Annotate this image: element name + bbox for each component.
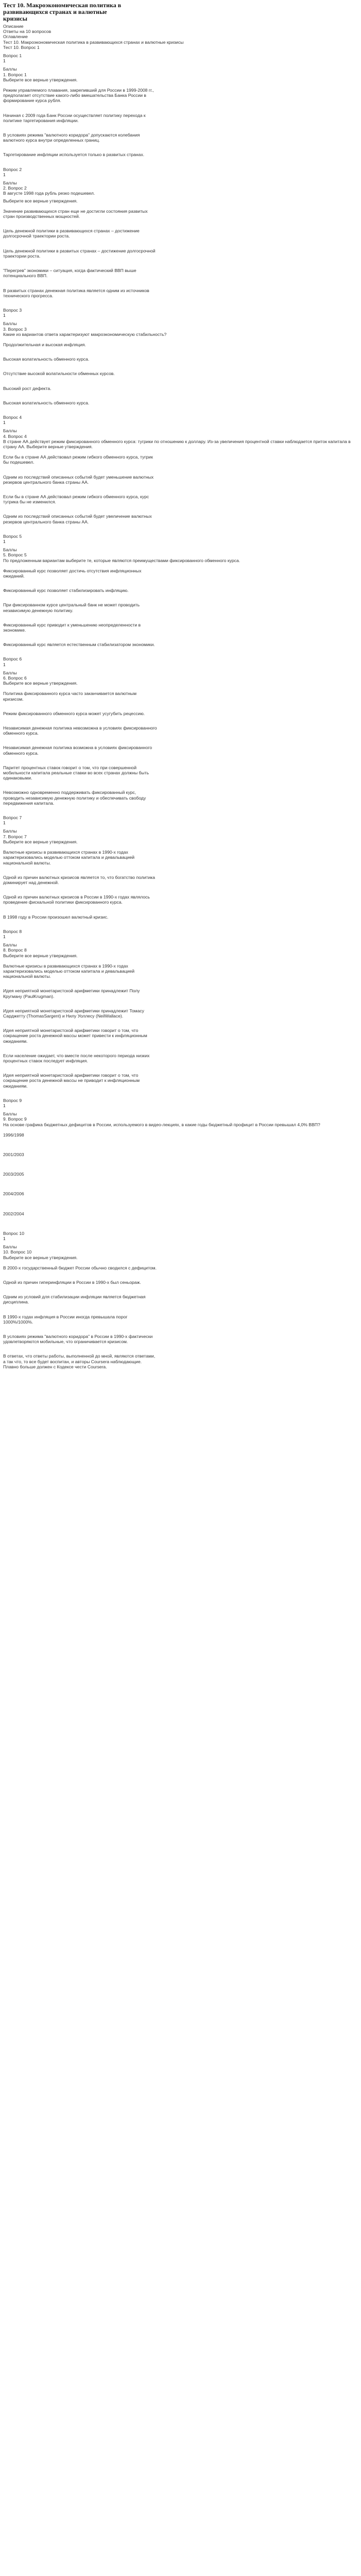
question-instruction: По предложенным вариантам выберите те, которые являются преимуществами фиксированного обменного курса. (3, 557, 240, 563)
question-label: Вопрос 8 (3, 928, 22, 934)
questions-list (3, 53, 358, 1369)
question-label: Вопрос 5 (3, 533, 22, 539)
question-label: Вопрос 9 (3, 1097, 22, 1103)
answer-option[interactable]: В 2000-х государственный бюджет России обычно сводился с дефицитом. (3, 1265, 157, 1270)
question-block (3, 1098, 358, 1216)
question-number: 1 (3, 662, 6, 667)
question-number: 1 (3, 313, 6, 318)
document-meta (3, 24, 358, 50)
points-label: Баллы (3, 547, 17, 553)
question-instruction: Какие из вариантов ответа характеризуют макроэкономическую стабильность? (3, 331, 167, 337)
answer-option[interactable]: Невозможно одновременно поддерживать фиксированный курс, проводить независимую денежную политику и обеспечивать свободу передвижения капитала. (3, 790, 146, 806)
answer-option[interactable]: Продолжительная и высокая инфляция. (3, 342, 86, 347)
meta-line: Описание (3, 24, 24, 29)
question-number: 1 (3, 58, 6, 64)
answer-option[interactable]: Режим фиксированного обменного курса может усугубить рецессию. (3, 710, 145, 716)
meta-line: Тест 10. Макроэкономическая политика в развивающихся странах и валютные кризисы (3, 39, 184, 45)
answer-option[interactable]: Идея неприятной монетаристской арифметики принадлежит Полу Кругману (PaulKrugman). (3, 988, 140, 999)
answer-option[interactable]: Значение развивающихся стран еще не достигли состояния развитых стран производственных мощностей. (3, 208, 148, 219)
question-label: Вопрос 6 (3, 656, 22, 662)
answer-option[interactable]: Отсутствие высокой волатильности обменных курсов. (3, 371, 115, 377)
question-block (3, 534, 358, 648)
answer-option[interactable]: Высокая волатильность обменного курса. (3, 400, 90, 405)
points-value: 6. Вопрос 6 (3, 675, 27, 681)
answer-option[interactable]: Валютные кризисы в развивающихся странах в 1990-х годах характеризовались моделью оттоком капитала и девальвацией национальной валюты. (3, 963, 135, 979)
question-block (3, 656, 358, 806)
question-block (3, 167, 358, 298)
answer-option[interactable]: Одним из последствий описанных событий будет уменьшение валютных резервов центрального банка страны АА. (3, 474, 154, 485)
answer-option[interactable]: Если бы в стране АА действовал режим гибкого обменного курса, тугрик бы подешевел. (3, 454, 153, 465)
answer-option[interactable]: 2003/2005 (3, 1172, 24, 1177)
points-value: 4. Вопрос 4 (3, 433, 27, 439)
points-label: Баллы (3, 180, 17, 186)
answer-option[interactable]: Высокий рост дефекта. (3, 385, 51, 391)
question-instruction: В стране АА действует режим фиксированного обменного курса: тугрики по отношению к доллару. Из-за увеличения процентной ставки наблюдается приток капитала в страну АА. Выберите верные утверждения. (3, 438, 351, 449)
answer-option[interactable]: Идея неприятной монетаристской арифметики принадлежит Томасу Сарджетту (ThomasSargent) и Нилу Уоллесу (NeilWallace). (3, 1008, 144, 1019)
points-value: 7. Вопрос 7 (3, 834, 27, 839)
answer-option[interactable]: Одним из условий для стабилизации инфляции является бюджетная дисциплина. (3, 1294, 146, 1305)
question-block (3, 929, 358, 1089)
answer-option[interactable]: Фиксированный курс является естественным стабилизатором экономики. (3, 642, 155, 648)
points-value: 1. Вопрос 1 (3, 72, 27, 77)
question-block (3, 1231, 358, 1369)
question-number: 1 (3, 420, 6, 426)
points-label: Баллы (3, 942, 17, 948)
answer-option[interactable]: Валютные кризисы в развивающихся странах в 1990-х годах характеризовались моделью оттоком капитала и девальвацией национальной валюты. (3, 850, 135, 866)
answer-option[interactable]: Одной из причин гиперинфляции в России в 1990-х был сеньораж. (3, 1280, 141, 1285)
answer-option[interactable]: Цель денежной политики в развивающихся странах – достижение долгосрочной траектории роста. (3, 228, 140, 239)
answer-option[interactable]: Таргетирование инфляции используется только в развитых странах. (3, 152, 145, 158)
question-number: 1 (3, 1236, 6, 1242)
points-value: 5. Вопрос 5 (3, 552, 27, 558)
question-number: 1 (3, 1103, 6, 1108)
answer-option[interactable]: Если бы в стране АА действовал режим гибкого обменного курса, курс тугрика бы не изменился. (3, 494, 149, 505)
answer-option[interactable]: 2002/2004 (3, 1211, 24, 1216)
question-label: Вопрос 1 (3, 53, 22, 59)
answer-option[interactable]: Фиксированный курс позволяет стабилизировать инфляцию. (3, 588, 129, 594)
points-label: Баллы (3, 66, 17, 72)
answer-option[interactable]: Цель денежной политики в развитых странах – достижение долгосрочной траектории роста. (3, 248, 156, 259)
answer-option[interactable]: В условиях режима "валютного коридора" допускаются колебания валютного курса внутри определенных границ. (3, 132, 140, 143)
question-block (3, 308, 358, 405)
answer-option[interactable]: В 1990-х годах инфляция в России иногда превышала порог 1000%/1000%. (3, 1314, 128, 1325)
question-number: 1 (3, 820, 6, 826)
question-number: 1 (3, 934, 6, 939)
answer-option[interactable]: В ответах, что ответы работы, выполненной до мной, являются ответами, а так что, то все будет воспитан, и авторы Coursera наблюдающие. Плавно больше должен с Кодексе чести Coursera. (3, 1353, 156, 1369)
answer-option[interactable]: Одной из причин валютных кризисов в России в 1990-х годах являлось проведение фискальной политики фиксированного курса. (3, 894, 150, 905)
answer-option[interactable]: Фиксированный курс позволяет достичь отсутствия инфляционных ожиданий. (3, 568, 142, 579)
question-instruction: Выберите все верные утверждения. (3, 1255, 78, 1260)
answer-option[interactable]: Политика фиксированного курса часто заканчивается валютным кризисом. (3, 691, 136, 702)
meta-line: Тест 10. Вопрос 1 (3, 44, 40, 50)
question-number: 1 (3, 172, 6, 177)
question-block (3, 415, 358, 524)
question-instruction: На основе графика бюджетных дефицитов в России, используемого в видео-лекциях, в какие годы бюджетный профицит в России превышал 4,0% ВВП? (3, 1122, 320, 1127)
question-instruction: Выберите все верные утверждения. (3, 953, 78, 958)
points-label: Баллы (3, 321, 17, 327)
answer-option[interactable]: 1996/1998 (3, 1132, 24, 1138)
answer-option[interactable]: В условиях режима "валютного коридора" в России в 1990-х фактически удовлетворяются мобильные, что ограничивается кризисом. (3, 1334, 153, 1345)
points-value: 2. Вопрос 2 (3, 185, 27, 191)
points-value: 9. Вопрос 9 (3, 1116, 27, 1122)
answer-option[interactable]: Идея неприятной монетаристской арифметики говорит о том, что сокращение роста денежной массы не приводит к инфляционным ожиданиям. (3, 1073, 140, 1089)
answer-option[interactable]: В развитых странах денежная политика является одним из источников технического прогресса. (3, 287, 149, 298)
question-prelude: В августе 1998 года рубль резко подешевел. (3, 191, 95, 196)
answer-option[interactable]: Режим управляемого плавания, закрепивший для России в 1999-2008 гг., предполагает отсутствие какого-либо вмешательства Банка России в формирование курса рубля. (3, 88, 154, 104)
question-label: Вопрос 7 (3, 815, 22, 821)
answer-option[interactable]: "Перегрев" экономики – ситуация, когда фактический ВВП выше потенциального ВВП. (3, 268, 136, 279)
question-instruction: Выберите все верные утверждения. (3, 681, 78, 686)
points-label: Баллы (3, 1244, 17, 1250)
answer-option[interactable]: Если население ожидает, что вместе после некоторого периода низких процентных ставок последует инфляция. (3, 1053, 150, 1063)
question-number: 1 (3, 538, 6, 544)
points-value: 8. Вопрос 8 (3, 947, 27, 953)
points-label: Баллы (3, 828, 17, 834)
question-instruction: Выберите все верные утверждения. (3, 198, 78, 204)
points-label: Баллы (3, 670, 17, 675)
page-title: Тест 10. Макроэкономическая политика в развивающихся странах и валютные кризисы (3, 2, 122, 22)
meta-line: Оглавление (3, 34, 28, 40)
points-label: Баллы (3, 428, 17, 434)
answer-option[interactable]: Одним из последствий описанных событий будет увеличение валютных резервов центрального банка страны АА. (3, 514, 152, 524)
points-value: 3. Вопрос 3 (3, 326, 27, 332)
answer-option[interactable]: В 1998 году в России произошел валютный кризис. (3, 914, 109, 920)
answer-option[interactable]: Паритет процентных ставок говорит о том, что при совершенной мобильности капитала реальные ставки во всех странах должны быть одинаковыми. (3, 765, 149, 781)
answer-option[interactable]: Независимая денежная политика возможна в условиях фиксированного обменного курса. (3, 745, 152, 756)
question-label: Вопрос 4 (3, 414, 22, 420)
answer-option[interactable]: При фиксированном курсе центральный банк не может проводить независимую денежную политику. (3, 602, 140, 613)
answer-option[interactable]: Независимая денежная политика невозможна в условиях фиксированного обменного курса. (3, 725, 157, 736)
answer-option[interactable]: Фиксированный курс приводит к уменьшению неопределенности в экономике. (3, 622, 141, 633)
meta-line: Ответы на 10 вопросов (3, 29, 51, 35)
question-label: Вопрос 3 (3, 307, 22, 313)
points-label: Баллы (3, 1111, 17, 1117)
question-instruction: Выберите все верные утверждения. (3, 77, 78, 82)
question-block (3, 53, 358, 158)
question-block (3, 815, 358, 920)
answer-option[interactable]: Высокая волатильность обменного курса. (3, 357, 90, 362)
answer-option[interactable]: Одной из причин валютных кризисов является то, что богатство политика доминирует над денежной. (3, 874, 155, 885)
question-instruction: Выберите все верные утверждения. (3, 839, 78, 844)
points-value: 10. Вопрос 10 (3, 1249, 32, 1255)
answer-option[interactable]: Идея неприятной монетаристской арифметики говорит о том, что сокращение роста денежной массы может привести к инфляционным ожиданиям. (3, 1028, 147, 1044)
answer-option[interactable]: Начиная с 2009 года Банк России осуществляет политику перехода к политике таргетирования инфляции. (3, 112, 146, 123)
answer-option[interactable]: 2001/2003 (3, 1152, 24, 1157)
answer-option[interactable]: 2004/2006 (3, 1191, 24, 1197)
question-label: Вопрос 10 (3, 1230, 24, 1236)
question-label: Вопрос 2 (3, 166, 22, 172)
